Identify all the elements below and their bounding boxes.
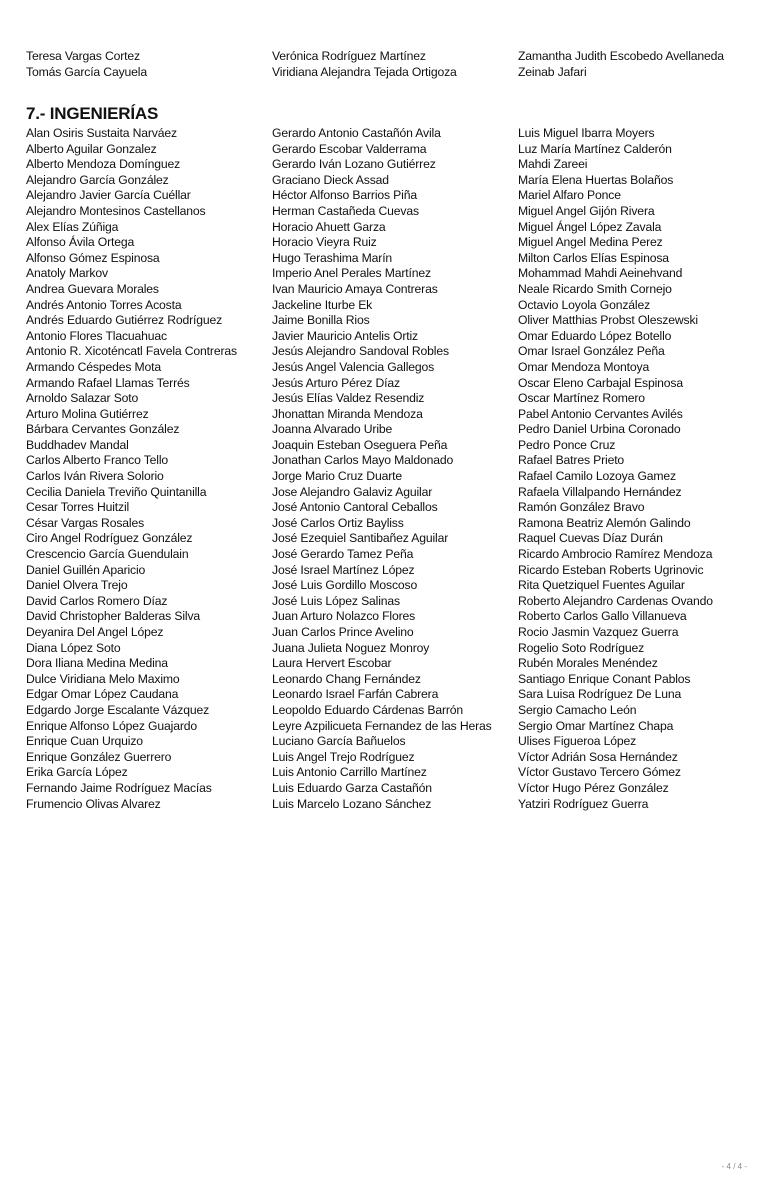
name-entry: Deyanira Del Angel López	[26, 625, 164, 639]
name-entry: Ulises Figueroa López	[518, 734, 637, 749]
name-entry: Sara Luisa Rodríguez De Luna	[518, 687, 682, 702]
name-entry: Ramona Beatriz Alemón Galindo	[518, 515, 691, 530]
name-entry: Zeinab Jafari	[518, 64, 587, 79]
continued-name-columns	[26, 49, 756, 80]
name-entry: Alfonso Ávila Ortega	[26, 235, 135, 250]
name-entry: Gerardo Iván Lozano Gutiérrez	[272, 157, 436, 172]
name-entry: Juan Carlos Prince Avelino	[272, 625, 414, 639]
name-entry: Anatoly Markov	[26, 266, 108, 281]
name-entry: Alejandro Javier García Cuéllar	[26, 188, 191, 203]
name-entry: Luis Angel Trejo Rodríguez	[272, 749, 415, 764]
name-entry: Frumencio Olivas Alvarez	[26, 796, 161, 811]
name-entry: Jesús Alejandro Sandoval Robles	[272, 344, 449, 359]
name-entry: Omar Mendoza Montoya	[518, 359, 650, 374]
name-entry: Sergio Camacho León	[518, 702, 637, 717]
name-entry: Víctor Adrián Sosa Hernández	[518, 749, 678, 764]
name-entry: Hugo Terashima Marín	[272, 250, 393, 265]
name-entry: Andrés Antonio Torres Acosta	[26, 297, 182, 312]
name-entry: Oliver Matthias Probst Oleszewski	[518, 313, 698, 328]
name-entry: Alfonso Gómez Espinosa	[26, 250, 160, 265]
name-entry: Arnoldo Salazar Soto	[26, 391, 139, 406]
name-entry: Armando Rafael Llamas Terrés	[26, 375, 190, 390]
section-heading: 7.- INGENIERÍAS	[26, 104, 159, 123]
name-entry: Mohammad Mahdi Aeinehvand	[518, 266, 683, 281]
name-entry: Daniel Guillén Aparicio	[26, 562, 146, 577]
name-entry: Tomás García Cayuela	[26, 64, 147, 79]
continued-name-list	[26, 49, 756, 80]
name-entry: Armando Céspedes Mota	[26, 359, 162, 374]
name-entry: Rafael Batres Prieto	[518, 453, 625, 468]
name-entry: Luis Eduardo Garza Castañón	[272, 780, 432, 795]
name-entry: Oscar Martínez Romero	[518, 391, 645, 406]
name-entry: Fernando Jaime Rodríguez Macías	[26, 780, 212, 795]
name-entry: Omar Israel González Peña	[518, 344, 665, 359]
name-entry: Luis Antonio Carrillo Martínez	[272, 765, 427, 780]
name-entry: Rubén Morales Menéndez	[518, 656, 658, 671]
name-entry: Gerardo Escobar Valderrama	[272, 141, 427, 156]
name-entry: Ramón González Bravo	[518, 500, 645, 515]
engineering-name-list	[26, 126, 756, 812]
name-entry: Erika García López	[26, 765, 128, 780]
name-entry: Andrea Guevara Morales	[26, 281, 159, 296]
name-entry: Mariel Alfaro Ponce	[518, 188, 621, 203]
name-entry: Alejandro Montesinos Castellanos	[26, 203, 206, 218]
name-entry: Zamantha Judith Escobedo Avellaneda	[518, 49, 724, 63]
name-entry: Joanna Alvarado Uribe	[272, 422, 393, 437]
name-entry: Rogelio Soto Rodríguez	[518, 640, 645, 655]
name-entry: José Antonio Cantoral Ceballos	[272, 500, 438, 515]
name-entry: Luciano García Bañuelos	[272, 734, 406, 749]
name-entry: Dora Iliana Medina Medina	[26, 656, 168, 671]
name-entry: Carlos Iván Rivera Solorio	[26, 469, 164, 484]
name-entry: Enrique Alfonso López Guajardo	[26, 718, 197, 733]
name-entry: Andrés Eduardo Gutiérrez Rodríguez	[26, 313, 223, 328]
name-entry: Juan Arturo Nolazco Flores	[272, 609, 416, 624]
name-entry: Leyre Azpilicueta Fernandez de las Heras	[272, 718, 492, 733]
name-entry: Milton Carlos Elías Espinosa	[518, 250, 669, 265]
name-entry: David Carlos Romero Díaz	[26, 593, 168, 608]
name-entry: Alberto Aguilar Gonzalez	[26, 141, 157, 156]
name-entry: Enrique González Guerrero	[26, 749, 172, 764]
name-entry: Dulce Viridiana Melo Maximo	[26, 671, 180, 686]
name-entry: Arturo Molina Gutiérrez	[26, 406, 149, 421]
name-entry: Laura Hervert Escobar	[272, 656, 392, 671]
name-entry: Teresa Vargas Cortez	[26, 49, 140, 63]
name-entry: Yatziri Rodríguez Guerra	[518, 796, 649, 811]
name-entry: Joaquin Esteban Oseguera Peña	[272, 437, 448, 452]
name-entry: Imperio Anel Perales Martínez	[272, 266, 431, 281]
name-entry: José Carlos Ortiz Bayliss	[272, 515, 404, 530]
name-entry: Rita Quetziquel Fuentes Aguilar	[518, 578, 685, 593]
name-entry: Rafaela Villalpando Hernández	[518, 484, 682, 499]
name-entry: Jaime Bonilla Rios	[272, 313, 370, 328]
name-entry: César Vargas Rosales	[26, 515, 145, 530]
name-entry: José Israel Martínez López	[272, 562, 415, 577]
name-entry: Sergio Omar Martínez Chapa	[518, 718, 674, 733]
name-entry: Víctor Gustavo Tercero Gómez	[518, 765, 681, 780]
name-entry: Octavio Loyola González	[518, 297, 651, 312]
name-entry: Jorge Mario Cruz Duarte	[272, 469, 402, 484]
name-entry: Miguel Ángel López Zavala	[518, 219, 662, 234]
name-entry: Buddhadev Mandal	[26, 437, 129, 452]
name-entry: Raquel Cuevas Díaz Durán	[518, 531, 663, 546]
name-entry: Luis Miguel Ibarra Moyers	[518, 126, 655, 140]
continued-column-3	[518, 49, 756, 80]
name-entry: Jesús Elías Valdez Resendiz	[272, 391, 425, 406]
name-entry: Rafael Camilo Lozoya Gamez	[518, 469, 676, 484]
name-entry: Edgardo Jorge Escalante Vázquez	[26, 702, 210, 717]
name-entry: Mahdi Zareei	[518, 157, 588, 172]
name-entry: Ivan Mauricio Amaya Contreras	[272, 281, 438, 296]
name-entry: Gerardo Antonio Castañón Avila	[272, 126, 441, 140]
name-entry: Ricardo Esteban Roberts Ugrinovic	[518, 562, 704, 577]
name-entry: Juana Julieta Noguez Monroy	[272, 640, 430, 655]
page-number: - 4 / 4 -	[721, 1162, 747, 1171]
name-entry: Pedro Ponce Cruz	[518, 437, 616, 452]
name-entry: Leopoldo Eduardo Cárdenas Barrón	[272, 702, 464, 717]
name-entry: Oscar Eleno Carbajal Espinosa	[518, 375, 684, 390]
name-entry: Ciro Angel Rodríguez González	[26, 531, 193, 546]
name-entry: Leonardo Chang Fernández	[272, 671, 421, 686]
name-entry: Bárbara Cervantes González	[26, 422, 180, 437]
name-entry: Jesús Angel Valencia Gallegos	[272, 359, 435, 374]
name-entry: Verónica Rodríguez Martínez	[272, 49, 426, 63]
name-entry: Diana López Soto	[26, 640, 121, 655]
name-entry: Luz María Martínez Calderón	[518, 141, 672, 156]
name-entry: José Luis López Salinas	[272, 593, 400, 608]
name-entry: Neale Ricardo Smith Cornejo	[518, 281, 672, 296]
name-entry: Jesús Arturo Pérez Díaz	[272, 375, 400, 390]
name-entry: Rocio Jasmin Vazquez Guerra	[518, 625, 679, 639]
name-entry: Pabel Antonio Cervantes Avilés	[518, 406, 683, 421]
engineering-name-columns	[26, 126, 756, 812]
name-entry: José Luis Gordillo Moscoso	[272, 578, 418, 593]
engineering-column-1	[26, 126, 272, 812]
name-entry: Jackeline Iturbe Ek	[272, 297, 373, 312]
name-entry: Antonio R. Xicoténcatl Favela Contreras	[26, 344, 237, 359]
name-entry: Herman Castañeda Cuevas	[272, 203, 419, 218]
name-entry: Javier Mauricio Antelis Ortiz	[272, 328, 419, 343]
name-entry: Viridiana Alejandra Tejada Ortigoza	[272, 64, 457, 79]
name-entry: María Elena Huertas Bolaños	[518, 172, 674, 187]
name-entry: Miguel Angel Medina Perez	[518, 235, 663, 250]
name-entry: Jonathan Carlos Mayo Maldonado	[272, 453, 454, 468]
name-entry: Roberto Carlos Gallo Villanueva	[518, 609, 687, 624]
continued-column-2	[272, 49, 518, 80]
name-entry: David Christopher Balderas Silva	[26, 609, 201, 624]
name-entry: Alejandro García González	[26, 172, 169, 187]
name-entry: Ricardo Ambrocio Ramírez Mendoza	[518, 547, 713, 562]
name-entry: Daniel Olvera Trejo	[26, 578, 128, 593]
name-entry: Horacio Ahuett Garza	[272, 219, 386, 234]
continued-column-1	[26, 49, 272, 80]
name-entry: José Ezequiel Santibañez Aguilar	[272, 531, 449, 546]
name-entry: Antonio Flores Tlacuahuac	[26, 328, 168, 343]
name-entry: Santiago Enrique Conant Pablos	[518, 671, 691, 686]
name-entry: Héctor Alfonso Barrios Piña	[272, 188, 417, 203]
engineering-column-2	[272, 126, 518, 812]
name-entry: Leonardo Israel Farfán Cabrera	[272, 687, 439, 702]
name-entry: Alberto Mendoza Domínguez	[26, 157, 181, 172]
name-entry: José Gerardo Tamez Peña	[272, 547, 414, 562]
name-entry: Cecilia Daniela Treviño Quintanilla	[26, 484, 207, 499]
name-entry: Alan Osiris Sustaita Narváez	[26, 126, 177, 140]
name-entry: Omar Eduardo López Botello	[518, 328, 672, 343]
name-entry: Luis Marcelo Lozano Sánchez	[272, 796, 432, 811]
name-entry: Graciano Dieck Assad	[272, 172, 389, 187]
name-entry: Horacio Vieyra Ruiz	[272, 235, 377, 250]
name-entry: Edgar Omar López Caudana	[26, 687, 179, 702]
name-entry: Víctor Hugo Pérez González	[518, 780, 669, 795]
name-entry: Jose Alejandro Galaviz Aguilar	[272, 484, 433, 499]
name-entry: Roberto Alejandro Cardenas Ovando	[518, 593, 713, 608]
engineering-column-3	[518, 126, 756, 812]
name-entry: Alex Elías Zúñiga	[26, 219, 119, 234]
name-entry: Enrique Cuan Urquizo	[26, 734, 143, 749]
name-entry: Jhonattan Miranda Mendoza	[272, 406, 423, 421]
name-entry: Cesar Torres Huitzil	[26, 500, 130, 515]
name-entry: Crescencio García Guendulain	[26, 547, 189, 562]
name-entry: Miguel Angel Gijón Rivera	[518, 203, 655, 218]
name-entry: Pedro Daniel Urbina Coronado	[518, 422, 681, 437]
name-entry: Carlos Alberto Franco Tello	[26, 453, 169, 468]
